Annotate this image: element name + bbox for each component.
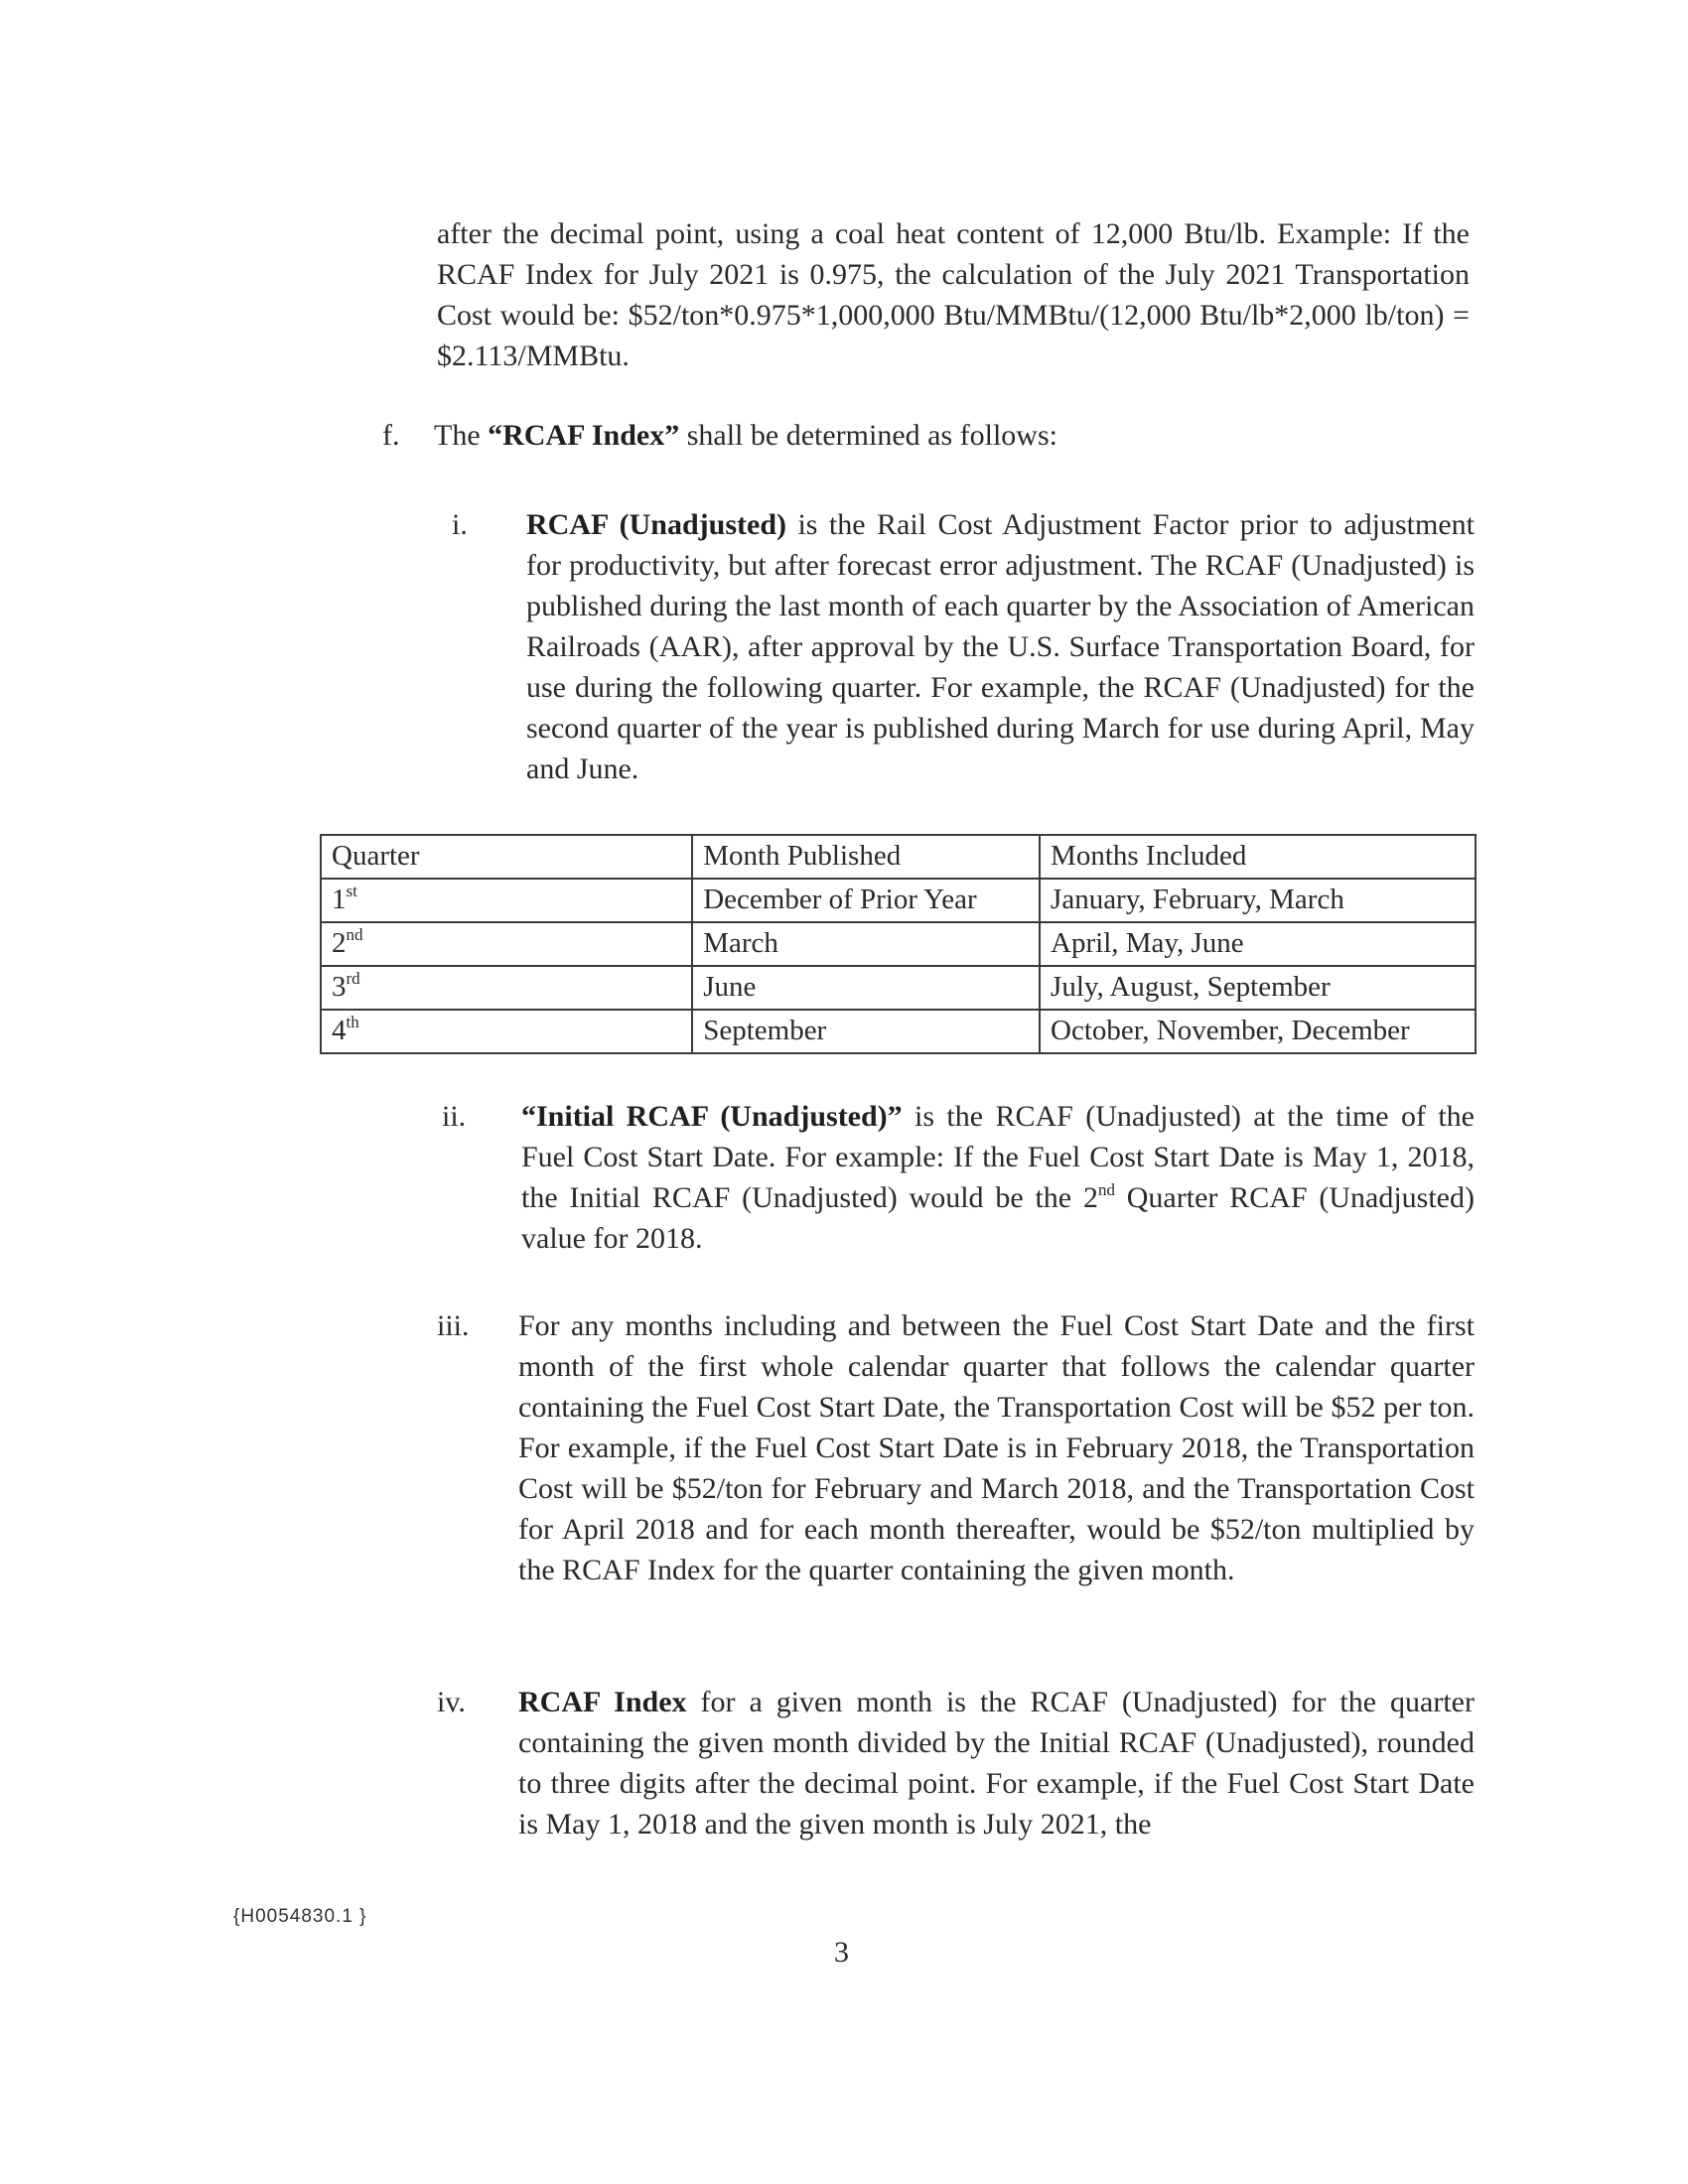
item-ii-label: ii.	[442, 1100, 467, 1133]
item-iv-label: iv.	[437, 1686, 466, 1718]
item-ii-sup: nd	[1097, 1180, 1115, 1199]
table-row	[321, 879, 1476, 922]
item-i-label: i.	[452, 508, 468, 541]
page-number: 3	[834, 1936, 849, 1969]
published-cell: December of Prior Year	[692, 879, 1040, 922]
item-f-bold-term: “RCAF Index”	[488, 419, 680, 452]
item-i-text: is the Rail Cost Adjustment Factor prior to adjustment for productivity, but after forecast error adjustment. The RCAF (Unadjusted) is published during the last month of each quarter by the Association of American Railroads (AAR), after approval by the U.S. Surface Transportation Board, for use during the following quarter. For example, the RCAF (Unadjusted) for the second quarter of the year is published during March for use during April, May and June.	[526, 508, 1476, 785]
table-header-row	[321, 835, 1476, 879]
item-i-paragraph	[452, 504, 1476, 789]
item-f-paragraph	[382, 415, 1057, 456]
item-iv-bold-term: RCAF Index	[518, 1686, 687, 1718]
item-ii-text-b: Quarter RCAF (Unadjusted) value for 2018.	[521, 1181, 1475, 1255]
rcaf-quarter-table	[320, 834, 1477, 1054]
header-months-included: Months Included	[1040, 835, 1476, 879]
intro-paragraph: after the decimal point, using a coal heat content of 12,000 Btu/lb. Example: If the RCAF Index for July 2021 is 0.975, the calculation of the July 2021 Transportation Cost would be: $52/ton*0.975*1,000,000 Btu/MMBtu/(12,000 Btu/lb*2,000 lb/ton) = $2.113/MMBtu.	[437, 217, 1470, 372]
table-row	[321, 1010, 1476, 1053]
table-row	[321, 966, 1476, 1010]
included-cell: July, August, September	[1040, 966, 1476, 1010]
header-quarter: Quarter	[321, 835, 692, 879]
included-cell: April, May, June	[1040, 922, 1476, 966]
table-row	[321, 922, 1476, 966]
quarter-cell: 4th	[321, 1010, 692, 1053]
item-ii-paragraph	[442, 1096, 1475, 1259]
item-iv-text: for a given month is the RCAF (Unadjusted) for the quarter containing the given month divided by the Initial RCAF (Unadjusted), rounded to three digits after the decimal point. For example, if the Fuel Cost Start Date is May 1, 2018 and the given month is July 2021, the	[518, 1686, 1475, 1841]
header-month-published: Month Published	[692, 835, 1040, 879]
item-i-bold-term: RCAF (Unadjusted)	[526, 508, 787, 541]
item-iii-text: For any months including and between the Fuel Cost Start Date and the first month of the first whole calendar quarter that follows the calendar quarter containing the Fuel Cost Start Date, the Transportation Cost will be $52 per ton. For example, if the Fuel Cost Start Date is in February 2018, the Transportation Cost will be $52/ton for February and March 2018, and the Transportation Cost for April 2018 and for each month thereafter, would be $52/ton multiplied by the RCAF Index for the quarter containing the given month.	[518, 1309, 1475, 1586]
published-cell: June	[692, 966, 1040, 1010]
item-iii-paragraph	[437, 1305, 1475, 1590]
item-iii-label: iii.	[437, 1309, 470, 1342]
document-id: {H0054830.1 }	[233, 1906, 367, 1927]
item-ii-text-a: is the RCAF (Unadjusted) at the time of the Fuel Cost Start Date. For example: If the Fuel Cost Start Date is May 1, 2018, the Initial RCAF (Unadjusted) would be the 2	[521, 1100, 1475, 1214]
published-cell: March	[692, 922, 1040, 966]
item-f-suffix: shall be determined as follows:	[679, 419, 1057, 452]
item-f-label: f.	[382, 419, 400, 452]
published-cell: September	[692, 1010, 1040, 1053]
included-cell: January, February, March	[1040, 879, 1476, 922]
quarter-cell: 2nd	[321, 922, 692, 966]
quarter-cell: 3rd	[321, 966, 692, 1010]
item-ii-bold-term: “Initial RCAF (Unadjusted)”	[521, 1100, 903, 1133]
included-cell: October, November, December	[1040, 1010, 1476, 1053]
quarter-cell: 1st	[321, 879, 692, 922]
item-iv-paragraph	[437, 1682, 1475, 1844]
item-f-prefix: The	[434, 419, 489, 452]
